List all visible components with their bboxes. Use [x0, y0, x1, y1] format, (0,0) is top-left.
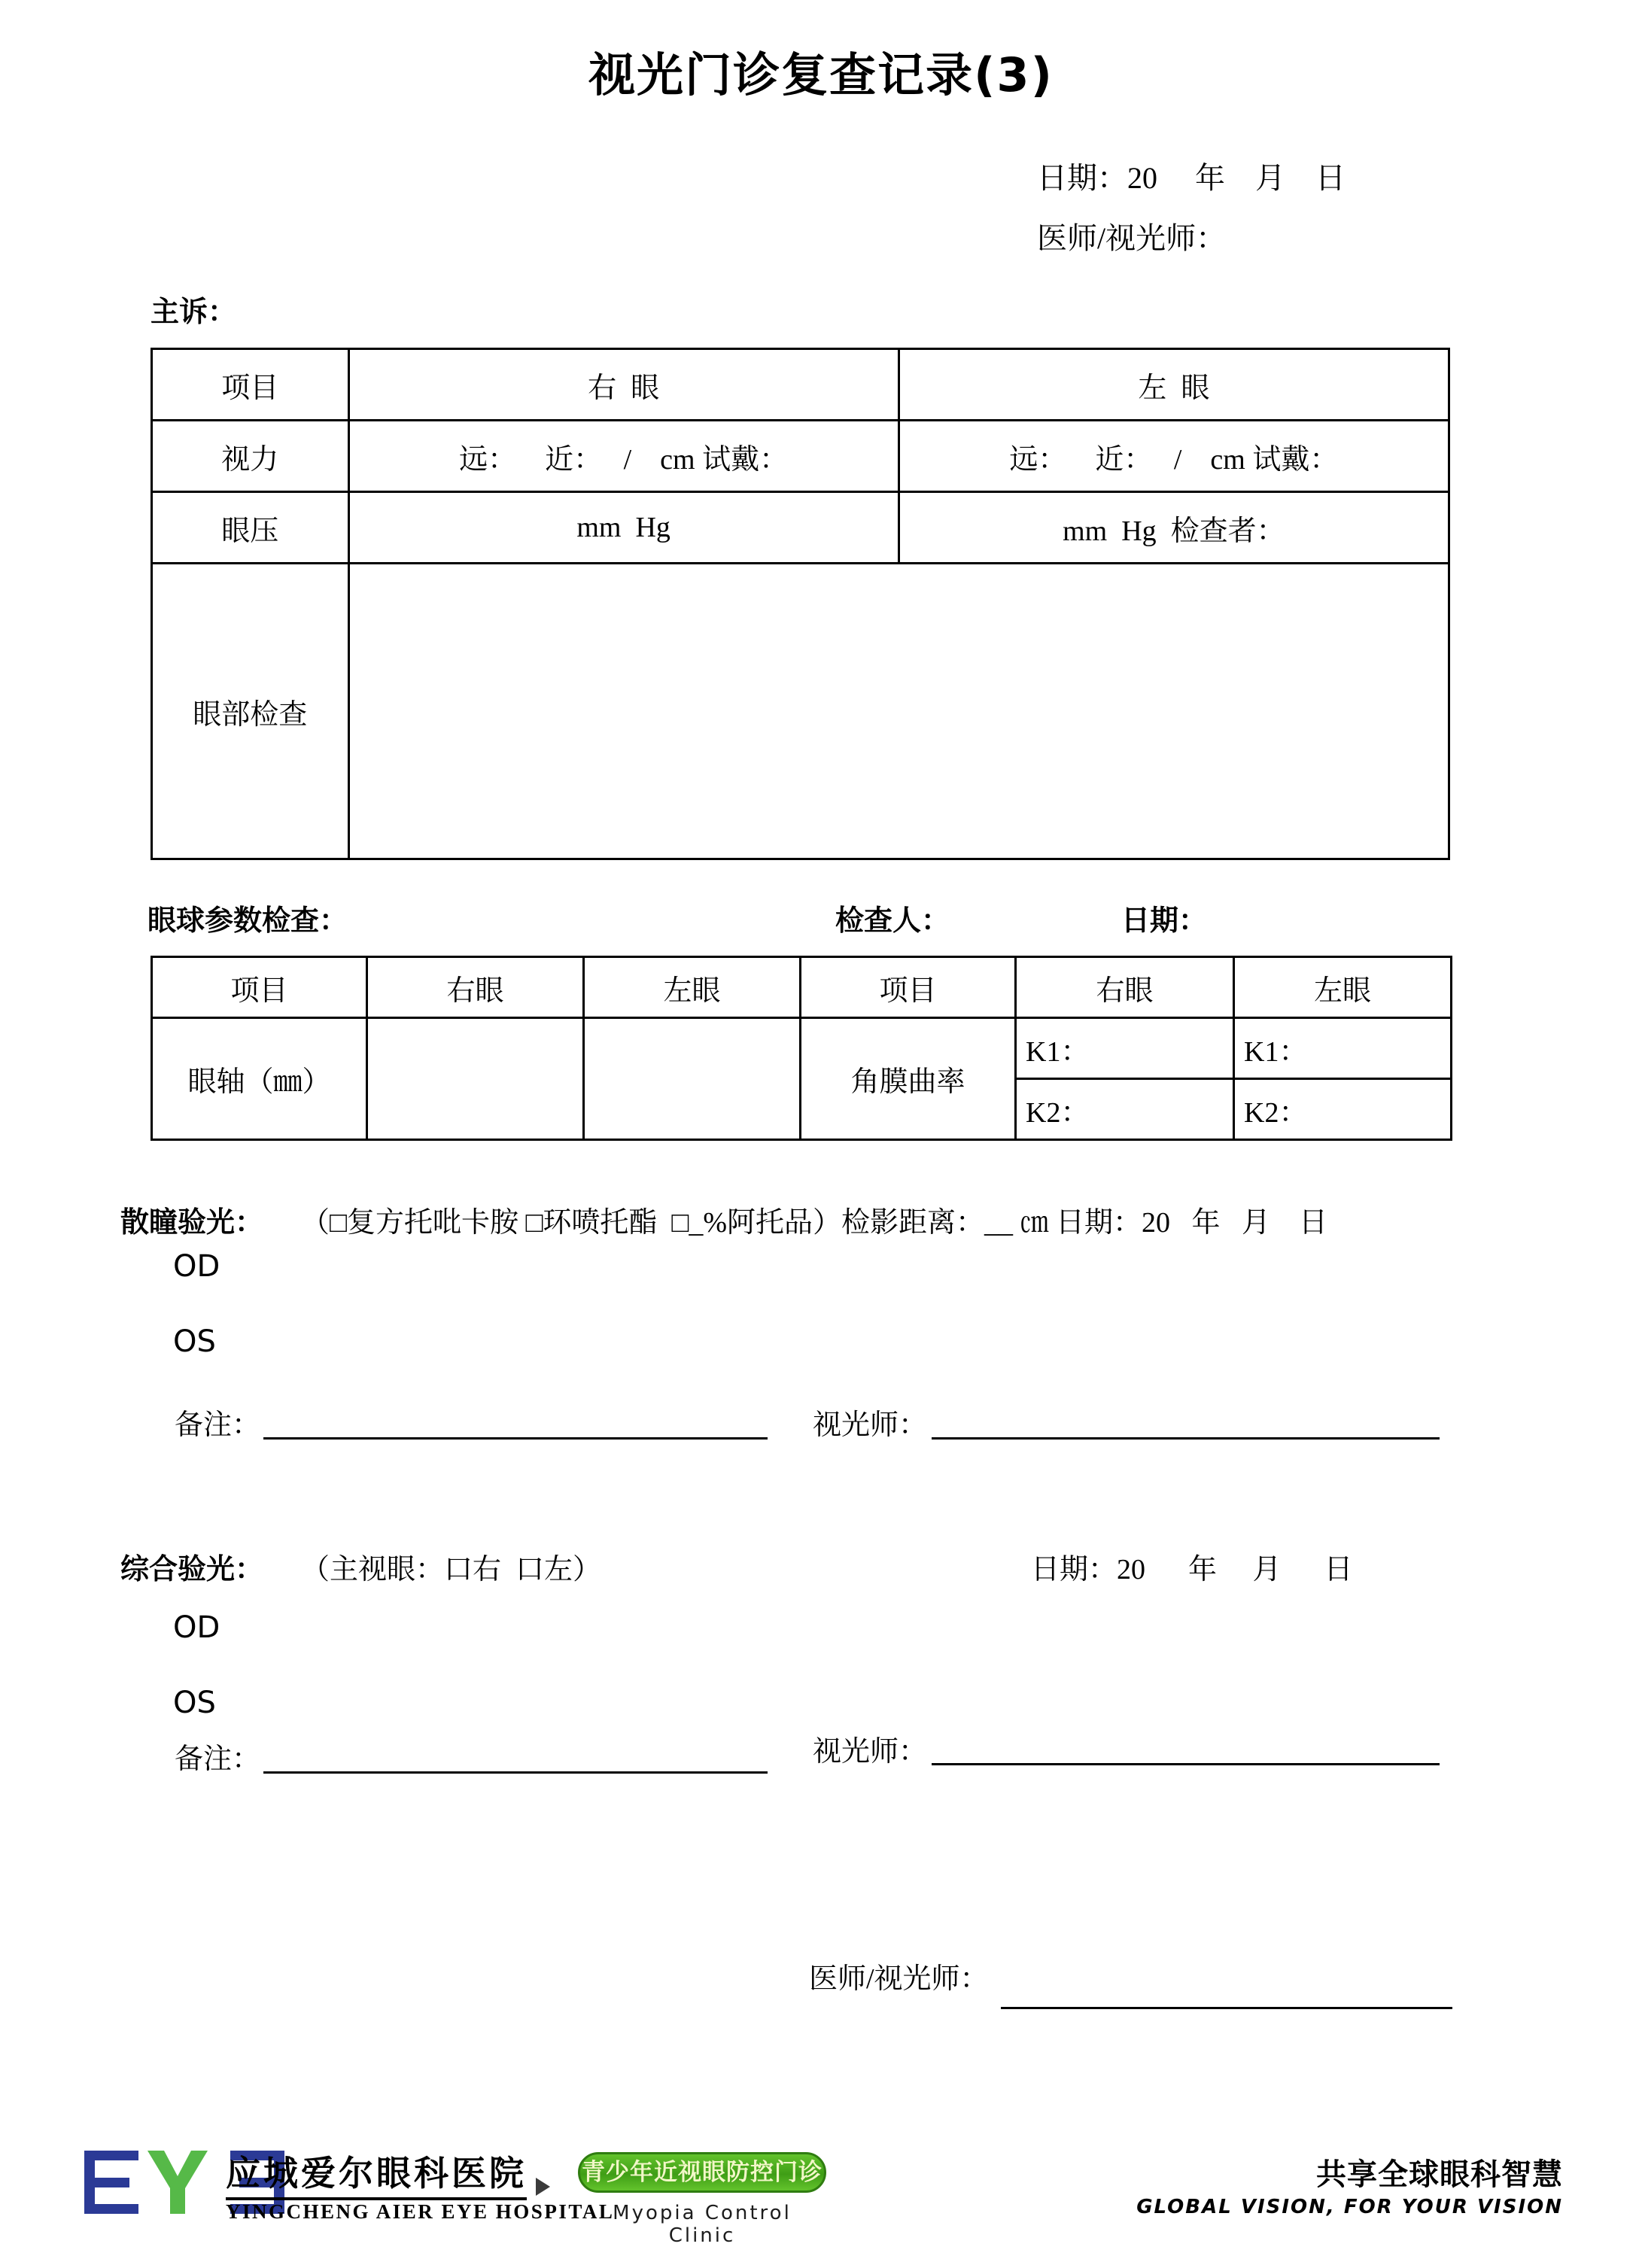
iop-left-field[interactable]: mm Hg 检查者： [899, 492, 1449, 564]
col-header-left-eye-1: 左眼 [584, 957, 801, 1018]
table-row-header [152, 349, 1449, 421]
eyeball-date-field[interactable]: 日期： [1121, 904, 1208, 937]
comprehensive-label: 综合验光： [120, 1552, 264, 1585]
signature-label: 医师/视光师： [809, 1963, 989, 1995]
k2-right-field[interactable]: K2： [1016, 1079, 1234, 1140]
table-row [152, 421, 1449, 492]
k2-left-field[interactable]: K2： [1234, 1079, 1452, 1140]
cycloplegic-optometrist-label: 视光师： [813, 1409, 928, 1441]
iop-right-field[interactable]: mm Hg [348, 492, 899, 564]
table-row-header [152, 957, 1452, 1018]
cycloplegic-od-label: OD [173, 1249, 220, 1284]
k1-right-field[interactable]: K1： [1016, 1018, 1234, 1079]
header-date-field[interactable]: 日期：20 年 月 日 [1037, 161, 1346, 195]
hospital-name-cn: 应城爱尔眼科医院 [226, 2146, 527, 2200]
vision-exam-table [151, 348, 1450, 860]
col-header-left-eye-2: 左眼 [1234, 957, 1452, 1018]
row-label-eye-exam: 眼部检查 [152, 564, 349, 859]
table-row [152, 1018, 1452, 1079]
page-title: 视光门诊复查记录(3) [588, 47, 1054, 102]
cycloplegic-label: 散瞳验光： [120, 1205, 264, 1239]
cycloplegic-os-label: OS [173, 1324, 216, 1359]
col-header-item: 项目 [152, 349, 349, 421]
cycloplegic-remark-label: 备注： [175, 1409, 261, 1441]
visual-acuity-right-field[interactable]: 远： 近： / cm 试戴： [348, 421, 899, 492]
footer [0, 2137, 1642, 2268]
eye-exam-notes-field[interactable] [348, 564, 1449, 859]
eyeball-params-label: 眼球参数检查： [147, 904, 348, 937]
arrow-separator-icon [536, 2178, 550, 2196]
col-header-left-eye: 左 眼 [899, 349, 1449, 421]
row-label-iop: 眼压 [152, 492, 349, 564]
col-header-right-eye-2: 右眼 [1016, 957, 1234, 1018]
cycloplegic-optometrist-rule[interactable] [932, 1437, 1440, 1440]
col-header-right-eye-1: 右眼 [367, 957, 584, 1018]
col-header-item-2: 项目 [801, 957, 1016, 1018]
row-label-visual-acuity: 视力 [152, 421, 349, 492]
hospital-name-en: YINGCHENG AIER EYE HOSPITAL [226, 2200, 615, 2223]
comprehensive-optometrist-rule[interactable] [932, 1763, 1440, 1765]
col-header-item-1: 项目 [152, 957, 367, 1018]
clinic-badge-en: Myopia Control Clinic [613, 2202, 792, 2247]
comprehensive-os-label: OS [173, 1686, 216, 1720]
k1-left-field[interactable]: K1： [1234, 1018, 1452, 1079]
signature-rule[interactable] [1001, 2007, 1452, 2009]
clinic-badge-cn: 青少年近视眼防控门诊 [578, 2152, 826, 2193]
axial-right-field[interactable] [367, 1018, 584, 1140]
comprehensive-optometrist-label: 视光师： [813, 1736, 928, 1768]
chief-complaint-label: 主诉： [151, 295, 237, 328]
table-row [152, 564, 1449, 859]
slogan-en: GLOBAL VISION, FOR YOUR VISION [1136, 2196, 1563, 2218]
slogan-cn: 共享全球眼科智慧 [1316, 2157, 1563, 2192]
row-label-keratometry: 角膜曲率 [801, 1018, 1016, 1140]
cycloplegic-remark-rule[interactable] [263, 1437, 768, 1440]
col-header-right-eye: 右 眼 [348, 349, 899, 421]
eyeball-params-table [151, 956, 1452, 1141]
comprehensive-remark-rule[interactable] [263, 1771, 768, 1774]
header-practitioner-field[interactable]: 医师/视光师： [1037, 221, 1227, 255]
eyeball-inspector-field[interactable]: 检查人： [835, 904, 950, 937]
row-label-axial-length: 眼轴（㎜） [152, 1018, 367, 1140]
visual-acuity-left-field[interactable]: 远： 近： / cm 试戴： [899, 421, 1449, 492]
comprehensive-od-label: OD [173, 1610, 220, 1645]
table-row [152, 492, 1449, 564]
cycloplegic-options-field[interactable]: （□复方托吡卡胺 □环喷托酯 □_%阿托品）检影距离：__ ㎝ 日期：20 年 月 日 [301, 1207, 1328, 1239]
axial-left-field[interactable] [584, 1018, 801, 1140]
comprehensive-date-field[interactable]: 日期：20 年 月 日 [1031, 1554, 1353, 1585]
comprehensive-remark-label: 备注： [175, 1744, 261, 1775]
comprehensive-options-field[interactable]: （主视眼：口右 口左） [301, 1554, 602, 1585]
